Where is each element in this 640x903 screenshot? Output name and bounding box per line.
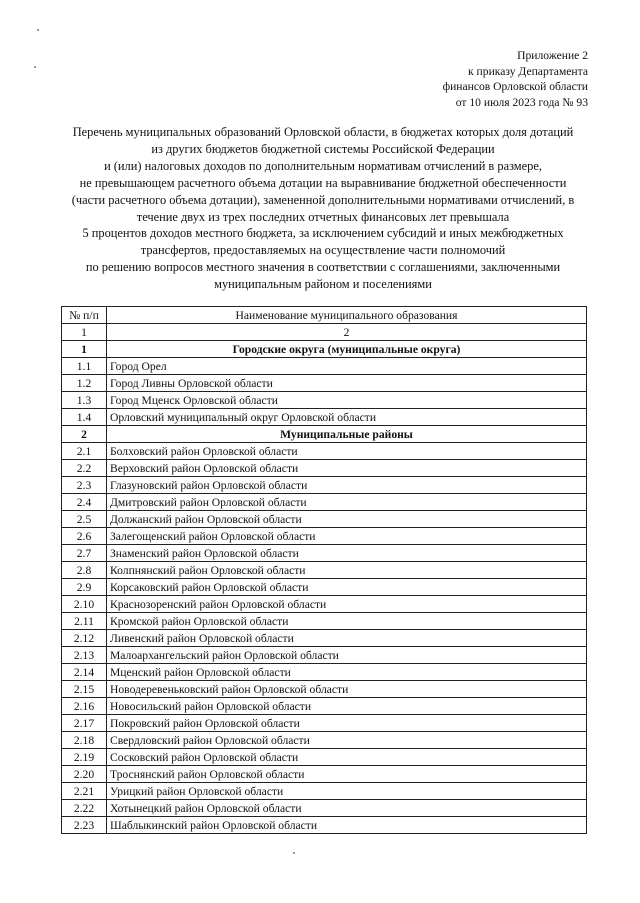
title-line: течение двух из трех последних отчетных финансовых лет превышала <box>136 209 510 224</box>
row-num: 2.22 <box>62 800 107 817</box>
row-name: Верховский район Орловской области <box>107 460 587 477</box>
table-row <box>62 545 587 562</box>
title-line: из других бюджетов бюджетной системы Российской Федерации <box>151 141 495 156</box>
row-num: 2.14 <box>62 664 107 681</box>
table-row <box>62 358 587 375</box>
table-index-row <box>62 324 587 341</box>
table-row <box>62 460 587 477</box>
row-name: Свердловский район Орловской области <box>107 732 587 749</box>
row-num: 2.20 <box>62 766 107 783</box>
row-name: Хотынецкий район Орловской области <box>107 800 587 817</box>
row-name: Мценский район Орловской области <box>107 664 587 681</box>
row-num: 2.21 <box>62 783 107 800</box>
title-line: не превышающем расчетного объема дотации на выравнивание бюджетной обеспеченности <box>79 175 567 190</box>
title-line: трансфертов, предоставляемых на осуществление части полномочий <box>140 243 506 258</box>
row-num: 2.5 <box>62 511 107 528</box>
row-name: Урицкий район Орловской области <box>107 783 587 800</box>
row-num: 2.13 <box>62 647 107 664</box>
row-num: 2.16 <box>62 698 107 715</box>
row-name: Залегощенский район Орловской области <box>107 528 587 545</box>
row-num: 2.19 <box>62 749 107 766</box>
table-header-row <box>62 307 587 324</box>
row-name: Малоархангельский район Орловской области <box>107 647 587 664</box>
row-num: 2.1 <box>62 443 107 460</box>
row-name: Троснянский район Орловской области <box>107 766 587 783</box>
row-num: 1.4 <box>62 409 107 426</box>
header-name: Наименование муниципального образования <box>107 307 587 324</box>
table-row <box>62 562 587 579</box>
table-row <box>62 392 587 409</box>
table-row <box>62 715 587 732</box>
row-num: 2.3 <box>62 477 107 494</box>
attachment-line: финансов Орловской области <box>442 80 588 93</box>
header-num: № п/п <box>62 307 107 324</box>
table-row <box>62 528 587 545</box>
row-name: Город Орел <box>107 358 587 375</box>
attachment-line: Приложение 2 <box>517 49 588 62</box>
table-row <box>62 817 587 834</box>
table-row <box>62 664 587 681</box>
table-row <box>62 596 587 613</box>
title-line: 5 процентов доходов местного бюджета, за исключением субсидий и иных межбюджетных <box>82 226 564 241</box>
section-title: Муниципальные районы <box>107 426 587 443</box>
section-num: 2 <box>62 426 107 443</box>
table-row <box>62 477 587 494</box>
table-row <box>62 766 587 783</box>
table-row <box>62 681 587 698</box>
row-num: 2.15 <box>62 681 107 698</box>
row-num: 1.2 <box>62 375 107 392</box>
row-num: 1.1 <box>62 358 107 375</box>
attachment-note <box>443 48 588 110</box>
row-name: Шаблыкинский район Орловской области <box>107 817 587 834</box>
row-num: 2.11 <box>62 613 107 630</box>
row-name: Покровский район Орловской области <box>107 715 587 732</box>
section-num: 1 <box>62 341 107 358</box>
row-num: 2.17 <box>62 715 107 732</box>
title-line: по решению вопросов местного значения в соответствии с соглашениями, заключенными <box>85 260 561 275</box>
index-num: 1 <box>62 324 107 341</box>
row-num: 2.7 <box>62 545 107 562</box>
title-line: муниципальным районом и поселениями <box>214 277 432 292</box>
table-row <box>62 630 587 647</box>
row-name: Новодеревеньковский район Орловской области <box>107 681 587 698</box>
table-row <box>62 511 587 528</box>
table-row <box>62 698 587 715</box>
row-name: Краснозоренский район Орловской области <box>107 596 587 613</box>
table-row <box>62 494 587 511</box>
table-row <box>62 375 587 392</box>
scan-speck <box>293 852 295 854</box>
row-num: 2.2 <box>62 460 107 477</box>
row-name: Колпнянский район Орловской области <box>107 562 587 579</box>
row-name: Новосильский район Орловской области <box>107 698 587 715</box>
row-num: 2.4 <box>62 494 107 511</box>
table-row <box>62 579 587 596</box>
row-num: 2.12 <box>62 630 107 647</box>
row-name: Сосковский район Орловской области <box>107 749 587 766</box>
attachment-line: к приказу Департамента <box>468 64 588 78</box>
row-name: Болховский район Орловской области <box>107 443 587 460</box>
table-row <box>62 409 587 426</box>
row-name: Дмитровский район Орловской области <box>107 494 587 511</box>
table-row <box>62 749 587 766</box>
row-num: 2.9 <box>62 579 107 596</box>
row-num: 2.10 <box>62 596 107 613</box>
row-name: Должанский район Орловской области <box>107 511 587 528</box>
table-row <box>62 800 587 817</box>
table-row <box>62 647 587 664</box>
scan-speck <box>37 29 39 31</box>
title-line: Перечень муниципальных образований Орловской области, в бюджетах которых доля дотаций <box>72 125 574 139</box>
row-name: Кромской район Орловской области <box>107 613 587 630</box>
section-title: Городские округа (муниципальные округа) <box>107 341 587 358</box>
municipalities-table <box>61 306 587 834</box>
row-name: Город Ливны Орловской области <box>107 375 587 392</box>
table-row <box>62 443 587 460</box>
row-num: 1.3 <box>62 392 107 409</box>
section-row-municipal-districts <box>62 426 587 443</box>
attachment-line: от 10 июля 2023 года № 93 <box>455 95 588 109</box>
row-name: Глазуновский район Орловской области <box>107 477 587 494</box>
row-num: 2.8 <box>62 562 107 579</box>
row-num: 2.18 <box>62 732 107 749</box>
document-title <box>40 124 606 293</box>
row-name: Орловский муниципальный округ Орловской области <box>107 409 587 426</box>
index-name: 2 <box>107 324 587 341</box>
table-row <box>62 732 587 749</box>
table-row <box>62 613 587 630</box>
title-line: (части расчетного объема дотации), замененной дополнительными нормативами отчислений, в <box>71 192 575 207</box>
title-line: и (или) налоговых доходов по дополнительным нормативам отчислений в размере, <box>104 158 542 173</box>
table-row <box>62 783 587 800</box>
row-num: 2.23 <box>62 817 107 834</box>
section-row-city-districts <box>62 341 587 358</box>
row-name: Корсаковский район Орловской области <box>107 579 587 596</box>
row-num: 2.6 <box>62 528 107 545</box>
row-name: Ливенский район Орловской области <box>107 630 587 647</box>
row-name: Знаменский район Орловской области <box>107 545 587 562</box>
row-name: Город Мценск Орловской области <box>107 392 587 409</box>
scan-speck <box>34 66 36 68</box>
